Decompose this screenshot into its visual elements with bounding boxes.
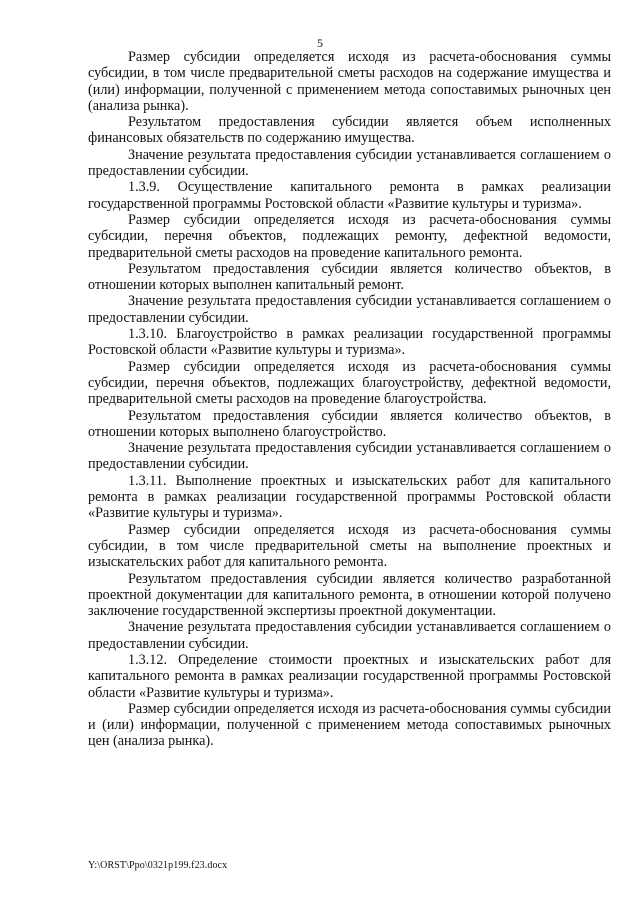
paragraph-result-value-4: Значение результата предоставления субсидии устанавливается соглашением о предоставлении субсидии. <box>88 619 611 652</box>
paragraph-item-1-3-9: 1.3.9. Осуществление капитального ремонта в рамках реализации государственной программы Ростовской области «Развитие культуры и туризма». <box>88 179 611 212</box>
paragraph-subsidy-size-landscaping: Размер субсидии определяется исходя из расчета-обоснования суммы субсидии, перечня объектов, подлежащих благоустройству, дефектной ведомости, предварительной сметы расходов на проведение благоустройства. <box>88 358 611 408</box>
paragraph-result-value-2: Значение результата предоставления субсидии устанавливается соглашением о предоставлении субсидии. <box>88 293 611 326</box>
paragraph-result-repair: Результатом предоставления субсидии является количество объектов, в отношении которых выполнен капитальный ремонт. <box>88 260 611 294</box>
paragraph-item-1-3-12: 1.3.12. Определение стоимости проектных и изыскательских работ для капитального ремонта в рамках реализации государственной программы Ростовской области «Развитие культуры и туризма». <box>88 651 611 701</box>
paragraph-result-value-3: Значение результата предоставления субсидии устанавливается соглашением о предоставлении субсидии. <box>88 440 611 473</box>
page-number: 5 <box>317 36 323 50</box>
paragraph-subsidy-size-repair: Размер субсидии определяется исходя из расчета-обоснования суммы субсидии, перечня объектов, подлежащих ремонту, дефектной ведомости, предварительной сметы расходов на проведение капитального ремонта. <box>88 211 611 261</box>
paragraph-result-maintenance: Результатом предоставления субсидии является объем исполненных финансовых обязательств по содержанию имущества. <box>88 114 611 147</box>
paragraph-subsidy-size-cost: Размер субсидии определяется исходя из расчета-обоснования суммы субсидии и (или) информации, полученной с применением метода сопоставимых рыночных цен (анализа рынка). <box>88 700 611 750</box>
paragraph-result-design: Результатом предоставления субсидии является количество разработанной проектной документации для капитального ремонта, в отношении которой получено заключение государственной экспертизы проектной документации. <box>88 570 611 620</box>
paragraph-result-value-1: Значение результата предоставления субсидии устанавливается соглашением о предоставлении субсидии. <box>88 146 611 180</box>
paragraph-subsidy-size-design: Размер субсидии определяется исходя из расчета-обоснования суммы субсидии, в том числе предварительной сметы на выполнение проектных и изыскательских работ для капитального ремонта. <box>88 521 611 571</box>
paragraph-item-1-3-11: 1.3.11. Выполнение проектных и изыскательских работ для капитального ремонта в рамках реализации государственной программы Ростовской области «Развитие культуры и туризма». <box>88 472 611 522</box>
document-body <box>88 49 611 750</box>
footer-file-path: Y:\ORST\Ppo\0321p199.f23.docx <box>88 860 228 871</box>
paragraph-item-1-3-10: 1.3.10. Благоустройство в рамках реализации государственной программы Ростовской области «Развитие культуры и туризма». <box>88 326 611 359</box>
paragraph-result-landscaping: Результатом предоставления субсидии является количество объектов, в отношении которых выполнено благоустройство. <box>88 407 611 440</box>
paragraph-subsidy-size-maintenance: Размер субсидии определяется исходя из расчета-обоснования суммы субсидии, в том числе предварительной сметы расходов на содержание имущества и (или) информации, полученной с применением метода сопоставимых рыночных цен (анализа рынка). <box>88 49 611 114</box>
